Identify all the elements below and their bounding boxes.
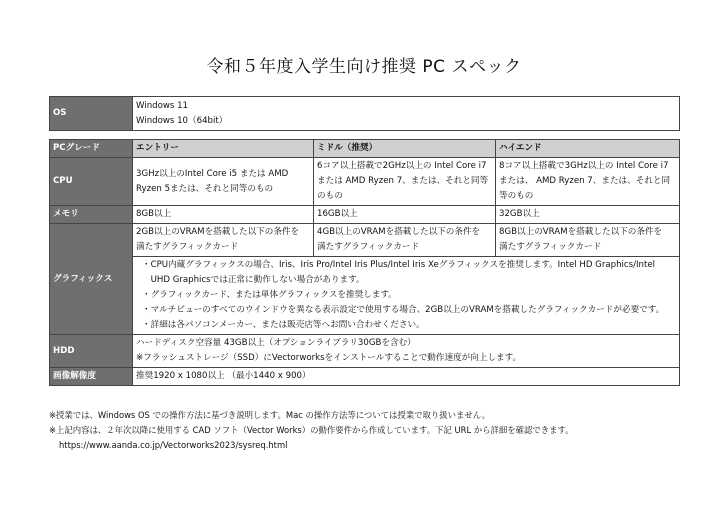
cpu-entry-line: 3GHz以上のIntel Core i5 または AMD (136, 168, 289, 179)
spacer-row (50, 131, 680, 140)
graphics-high-line: 8GB以上のVRAMを搭載した以下の条件を (499, 227, 663, 237)
graphics-high (496, 224, 680, 257)
page-title: 令和５年度入学生向け推奨 PC スペック (206, 57, 522, 77)
os-row (50, 97, 680, 131)
cpu-entry (133, 158, 314, 206)
graphics-row (50, 224, 680, 257)
graphics-note: ・マルチビューのすべてのウインドウを異なる表示設定で使用する場合、2GB以上のVRAMを搭載したグラフィックカードが必要です。 (142, 305, 665, 315)
grade-header-row (50, 140, 680, 158)
graphics-note: UHD Graphicsでは正常に動作しない場合があります。 (142, 275, 365, 285)
resolution-value: 推奨1920 x 1080以上 （最小1440 x 900） (133, 368, 680, 386)
cpu-high (496, 158, 680, 206)
spec-table (49, 96, 680, 386)
graphics-notes (133, 257, 680, 335)
hdd-values (133, 335, 680, 368)
graphics-entry-line: 2GB以上のVRAMを搭載した以下の条件を (136, 227, 300, 237)
memory-middle: 16GB以上 (314, 206, 496, 224)
footnote-2: ※上記内容は、２年次以降に使用する CAD ソフト（Vector Works）の動作要件から作成しています。下記 URL から詳細を確認できます。 (49, 425, 574, 435)
resolution-row (50, 368, 680, 386)
graphics-notes-row (50, 257, 680, 335)
graphics-note: ・CPU内蔵グラフィックスの場合、Iris、Iris Pro/Intel Iris Plus/Intel Iris Xeグラフィックスを推奨します。Intel HD Graphics/Intel (142, 260, 656, 270)
os-value-1: Windows 11 (136, 100, 189, 111)
cpu-label: CPU (50, 158, 133, 206)
resolution-label: 画像解像度 (50, 368, 133, 386)
os-values (133, 97, 680, 131)
graphics-note: ・グラフィックカード、または単体グラフィックスを推奨します。 (142, 290, 397, 300)
graphics-entry (133, 224, 314, 257)
footnote-1: ※授業では、Windows OS での操作方法に基づき説明します。Mac の操作方法等については授業で取り扱いません。 (49, 410, 491, 420)
grade-high: ハイエンド (496, 140, 680, 158)
cpu-entry-line: Ryzen 5または、それと同等のもの (136, 183, 274, 194)
grade-entry: エントリー (133, 140, 314, 158)
hdd-label: HDD (50, 335, 133, 368)
footnotes (49, 408, 574, 453)
graphics-high-line: 満たすグラフィックカード (499, 242, 602, 252)
hdd-line: ※フラッシュストレージ（SSD）にVectorworksをインストールすることで動作速度が向上します。 (136, 353, 522, 363)
reference-url: https://www.aanda.co.jp/Vectorworks2023/sysreq.html (59, 440, 288, 450)
memory-high: 32GB以上 (496, 206, 680, 224)
graphics-middle-line: 満たすグラフィックカード (317, 242, 420, 252)
hdd-line: ハードディスク空容量 43GB以上（オプションライブラリ30GBを含む） (136, 338, 416, 348)
memory-row (50, 206, 680, 224)
cpu-middle (314, 158, 496, 206)
graphics-label: グラフィックス (50, 224, 133, 335)
os-value-2: Windows 10（64bit） (136, 115, 228, 126)
grade-middle: ミドル（推奨） (314, 140, 496, 158)
graphics-middle (314, 224, 496, 257)
cpu-high-line: 8コア以上搭載で3GHz以上の Intel Core i7 (499, 161, 669, 171)
cpu-middle-line: または AMD Ryzen 7、または、それと同等 (317, 176, 489, 186)
cpu-row (50, 158, 680, 206)
memory-label: メモリ (50, 206, 133, 224)
graphics-middle-line: 4GB以上のVRAMを搭載した以下の条件を (317, 227, 481, 237)
os-label: OS (50, 97, 133, 131)
memory-entry: 8GB以上 (133, 206, 314, 224)
cpu-middle-line: 6コア以上搭載で2GHz以上の Intel Core i7 (317, 161, 487, 171)
cpu-high-line: 等のもの (499, 191, 534, 201)
graphics-note: ・詳細は各パソコンメーカー、または販売店等へお問い合わせください。 (142, 320, 425, 330)
graphics-entry-line: 満たすグラフィックカード (136, 242, 239, 252)
cpu-middle-line: のもの (317, 191, 343, 201)
cpu-high-line: または、 AMD Ryzen 7、または、それと同 (499, 176, 671, 186)
grade-label: PCグレード (50, 140, 133, 158)
hdd-row (50, 335, 680, 368)
